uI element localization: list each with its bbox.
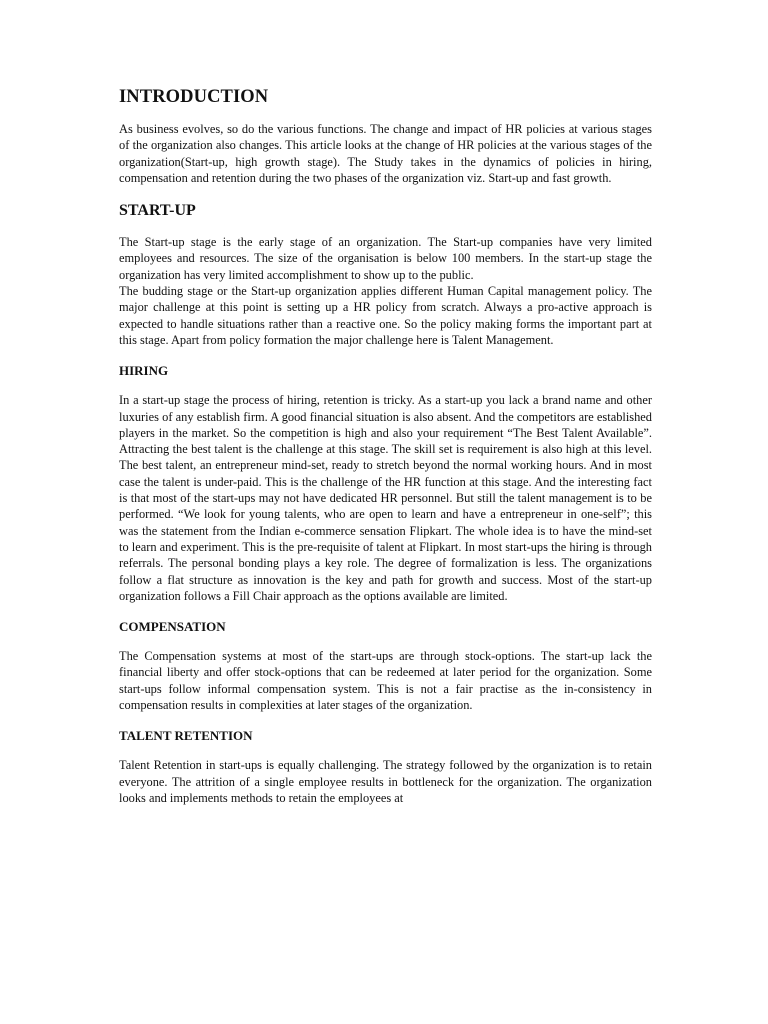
section-compensation [119, 619, 652, 713]
section-hiring [119, 363, 652, 604]
section-start-up [119, 201, 652, 348]
paragraph: The budding stage or the Start-up organization applies different Human Capital management policy. The major challenge at this point is setting up a HR policy from scratch. Always a pro-active approach is expected to handle situations rather than a reactive one. So the policy making forms the important part at this stage. Apart from policy formation the major challenge here is Talent Management. [119, 284, 652, 347]
section-introduction [119, 86, 652, 186]
paragraph: The Start-up stage is the early stage of an organization. The Start-up companies have very limited employees and resources. The size of the organisation is below 100 members. In the start-up stage the organization has very limited accomplishment to show up to the public. [119, 235, 652, 282]
heading-hiring: HIRING [119, 363, 169, 379]
heading-start-up: START-UP [119, 202, 196, 220]
paragraph: Talent Retention in start-ups is equally challenging. The strategy followed by the organization is to retain everyone. The attrition of a single employee results in bottleneck for the organization. The organization looks and implements methods to retain the employees at [119, 758, 652, 805]
paragraph: The Compensation systems at most of the start-ups are through stock-options. The start-up lack the financial liberty and offer stock-options that can be redeemed at later period for the organization. Some start-ups follow informal compensation system. This is not a fair practise as the in-consistency in compensation results in complexities at later stages of the organization. [119, 649, 652, 713]
section-talent-retention [119, 728, 652, 806]
paragraph: In a start-up stage the process of hiring, retention is tricky. As a start-up you lack a brand name and other luxuries of any establish firm. A good financial situation is also absent. And the competitors are established players in the market. So the competition is high and also your requirement “The Best Talent Available”. Attracting the best talent is the challenge at this stage. The skill set is requirement is also high at this level. The best talent, an entrepreneur mind-set, ready to stretch beyond the normal working hours. And in most case the talent is under-paid. This is the challenge of the HR function at this stage. And the interesting fact is that most of the start-ups may not have dedicated HR personnel. But still the talent management is to be performed. “We look for young talents, who are open to learn and have a entrepreneur in one-self”; this was the statement from the Indian e-commerce sensation Flipkart. The whole idea is to have the mind-set to learn and experiment. This is the pre-requisite of talent at Flipkart. In most start-ups the hiring is through referrals. The personal bonding plays a key role. The degree of formalization is less. The organizations follow a flat structure as innovation is the key and path for growth and success. Most of the start-up organization follows a Fill Chair approach as the options available are limited. [119, 393, 652, 603]
paragraph: As business evolves, so do the various functions. The change and impact of HR policies at various stages of the organization also changes. This article looks at the change of HR policies at the various stages of the organization(Start-up, high growth stage). The Study takes in the dynamics of policies in hiring, compensation and retention during the two phases of the organization viz. Start-up and fast growth. [119, 122, 652, 185]
document-body [119, 86, 652, 821]
heading-talent-retention: TALENT RETENTION [119, 728, 253, 744]
heading-introduction: INTRODUCTION [119, 87, 269, 107]
heading-compensation: COMPENSATION [119, 619, 226, 635]
